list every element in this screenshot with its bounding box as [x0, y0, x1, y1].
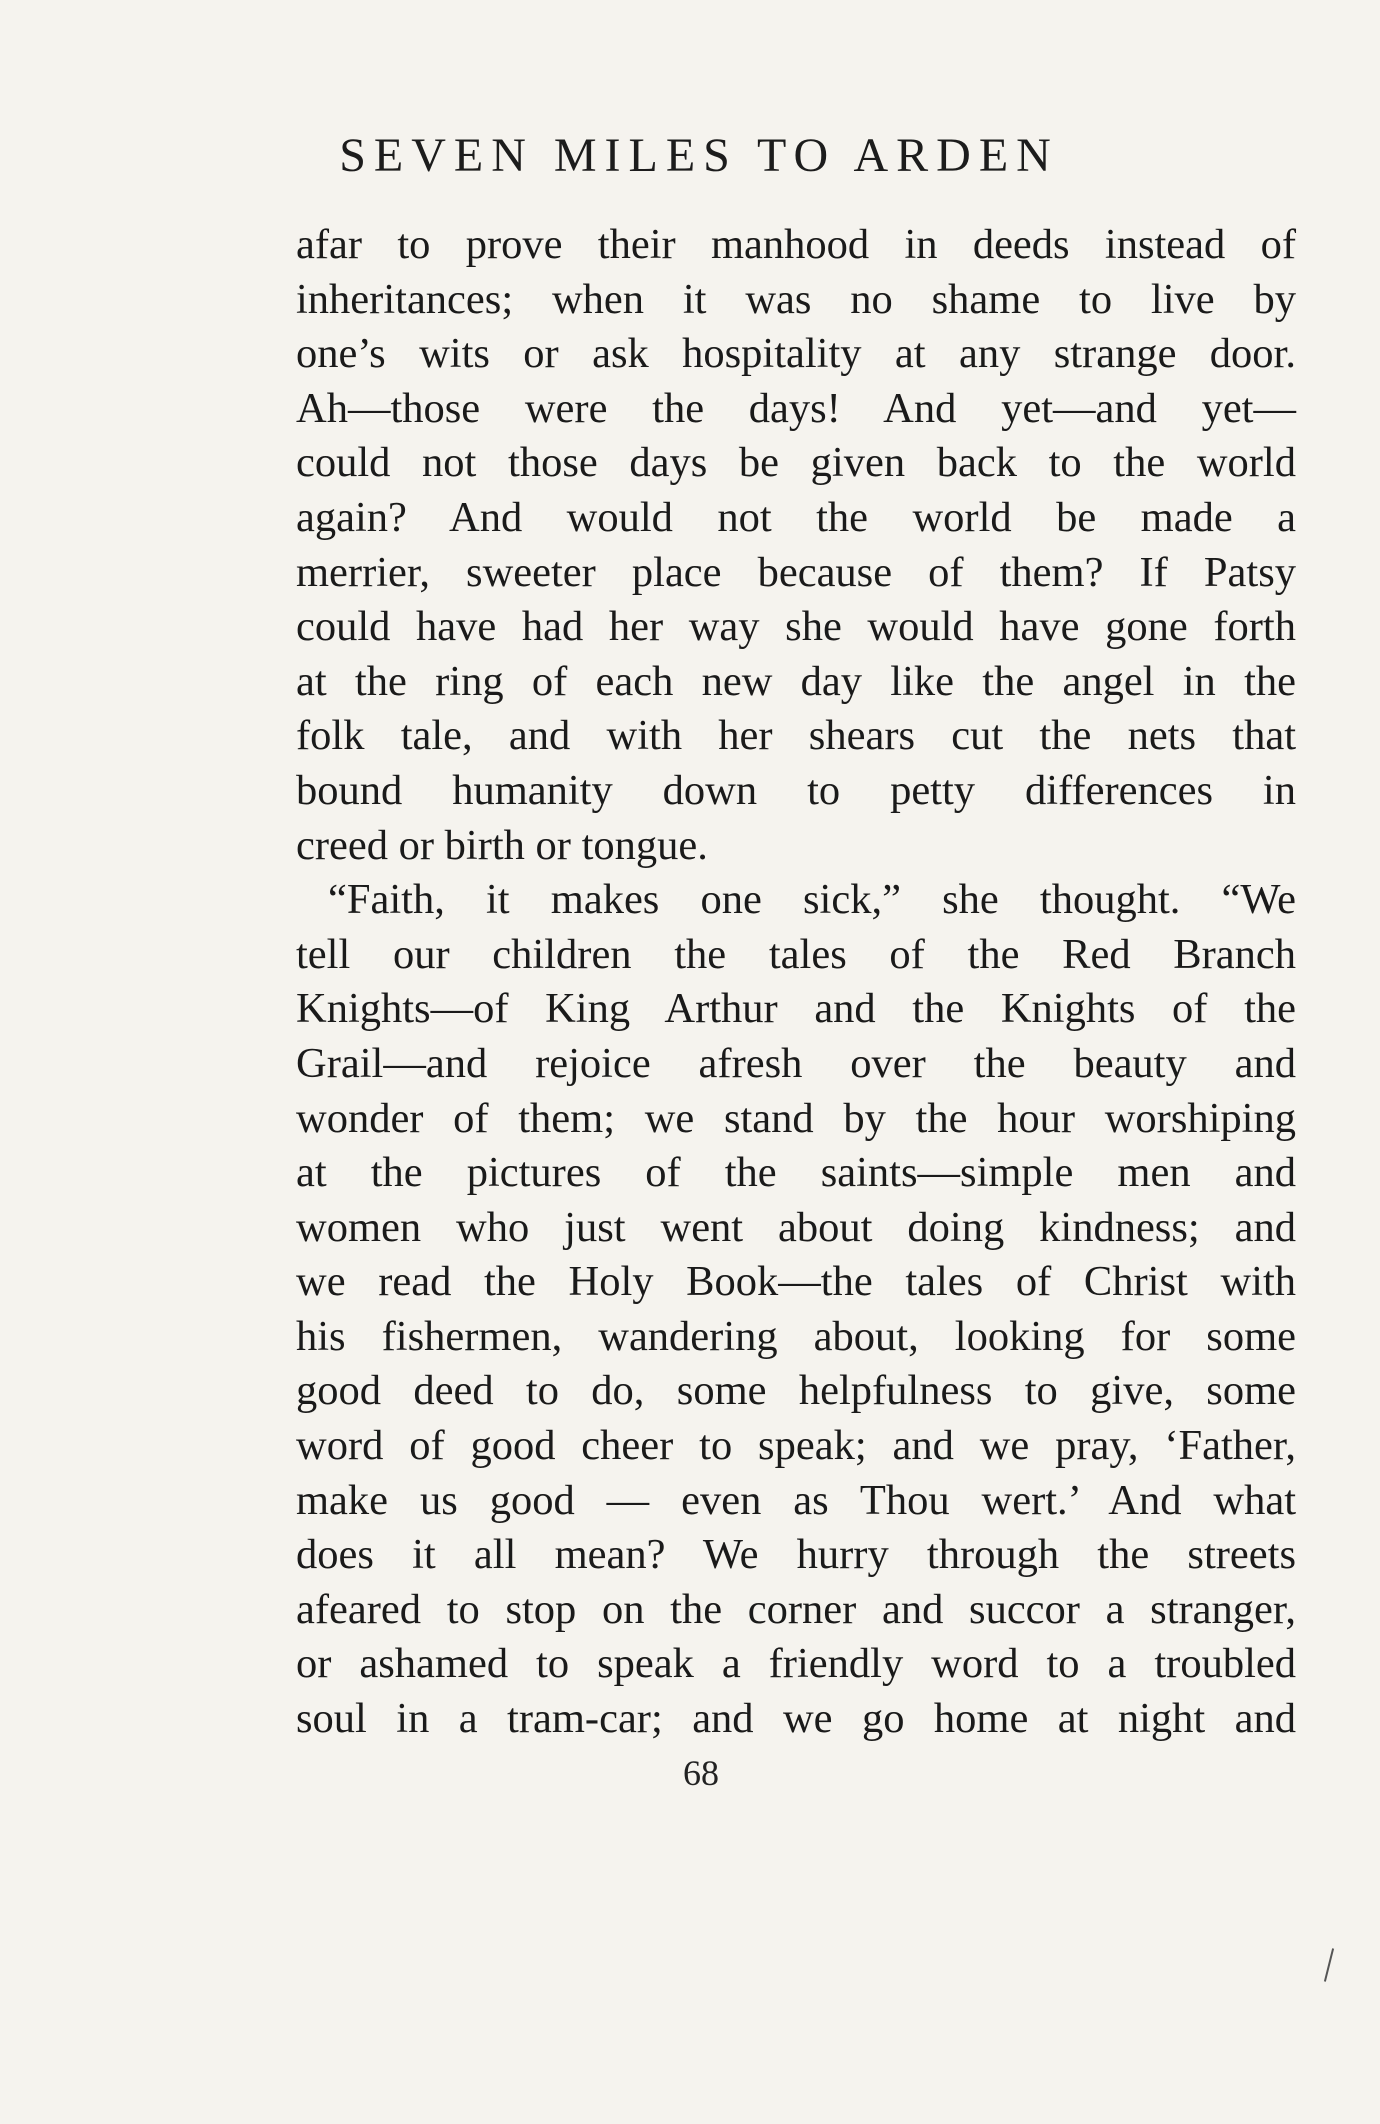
- text-line: Grail—and rejoice afresh over the beauty and: [296, 1039, 1296, 1087]
- page-number: 68: [683, 1753, 719, 1793]
- text-line: tell our children the tales of the Red Branch: [296, 930, 1296, 978]
- text-line: make us good — even as Thou wert.’ And what: [296, 1476, 1296, 1524]
- text-line: does it all mean? We hurry through the streets: [296, 1531, 1296, 1579]
- text-line: creed or birth or tongue.: [296, 821, 708, 869]
- text-line: soul in a tram-car; and we go home at night and: [296, 1695, 1296, 1743]
- text-line: inheritances; when it was no shame to live by: [296, 275, 1296, 323]
- text-line: could not those days be given back to the world: [296, 439, 1296, 487]
- text-line: we read the Holy Book—the tales of Christ with: [296, 1258, 1296, 1306]
- stray-pencil-mark: [1324, 1948, 1334, 1981]
- text-line: Ah—those were the days! And yet—and yet—: [296, 384, 1296, 432]
- text-line: his fishermen, wandering about, looking for some: [296, 1312, 1296, 1360]
- text-line: bound humanity down to petty differences in: [296, 766, 1296, 814]
- text-line: folk tale, and with her shears cut the nets that: [296, 712, 1296, 760]
- text-line: Knights—of King Arthur and the Knights of the: [296, 985, 1296, 1033]
- text-line: good deed to do, some helpfulness to give, some: [296, 1367, 1296, 1415]
- text-line: again? And would not the world be made a: [296, 493, 1296, 541]
- text-line: wonder of them; we stand by the hour worshiping: [296, 1094, 1296, 1142]
- text-line: afeared to stop on the corner and succor a stranger,: [296, 1585, 1296, 1633]
- text-line: at the ring of each new day like the angel in the: [296, 657, 1296, 705]
- running-title: SEVEN MILES TO ARDEN: [339, 129, 1059, 182]
- text-line: could have had her way she would have gone forth: [296, 603, 1296, 651]
- text-line: or ashamed to speak a friendly word to a troubled: [296, 1640, 1296, 1688]
- text-line: merrier, sweeter place because of them? If Patsy: [296, 548, 1296, 596]
- text-line: one’s wits or ask hospitality at any strange door.: [296, 330, 1296, 378]
- text-line: at the pictures of the saints—simple men and: [296, 1149, 1296, 1197]
- text-line: “Faith, it makes one sick,” she thought. “We: [328, 876, 1296, 924]
- body-text: [296, 218, 1296, 1747]
- text-line: women who just went about doing kindness; and: [296, 1203, 1296, 1251]
- text-line: word of good cheer to speak; and we pray, ‘Father,: [296, 1422, 1296, 1470]
- text-line: afar to prove their manhood in deeds instead of: [296, 221, 1296, 268]
